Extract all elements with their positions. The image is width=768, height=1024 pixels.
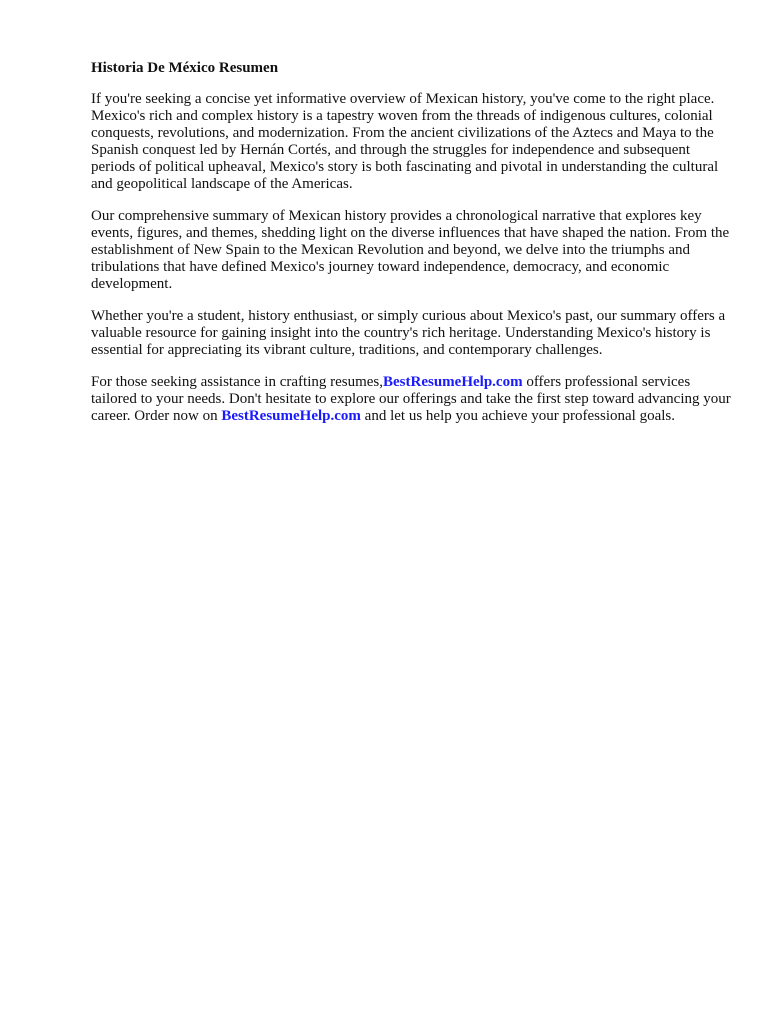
paragraph-promo [91, 374, 731, 425]
bestresumehelp-link-1[interactable]: BestResumeHelp.com [383, 374, 523, 390]
paragraph-intro: If you're seeking a concise yet informative overview of Mexican history, you've come to the right place. Mexico's rich and complex history is a tapestry woven from the threads of indigenous cultures, colonial conquests, revolutions, and modernization. From the ancient civilizations of the Aztecs and Maya to the Spanish conquest led by Hernán Cortés, and through the struggles for independence and subsequent periods of political upheaval, Mexico's story is both fascinating and pivotal in understanding the cultural and geopolitical landscape of the Americas. [91, 91, 719, 192]
promo-text-2: offers professional services tailored to your needs. Don't hesitate to explore our offerings and take the first step toward advancing your career. Order now on [91, 374, 731, 424]
document-page [91, 60, 731, 440]
promo-text-1: For those seeking assistance in crafting resumes, [91, 374, 384, 390]
paragraph-summary: Our comprehensive summary of Mexican history provides a chronological narrative that explores key events, figures, and themes, shedding light on the diverse influences that have shaped the nation. From the establishment of New Spain to the Mexican Revolution and beyond, we delve into the triumphs and tribulations that have defined Mexico's journey toward independence, democracy, and economic development. [91, 208, 730, 292]
promo-text-3: and let us help you achieve your professional goals. [360, 408, 676, 424]
bestresumehelp-link-2[interactable]: BestResumeHelp.com [221, 408, 361, 424]
document-title: Historia De México Resumen [91, 60, 279, 76]
paragraph-audience: Whether you're a student, history enthusiast, or simply curious about Mexico's past, our summary offers a valuable resource for gaining insight into the country's rich heritage. Understanding Mexico's history is essential for appreciating its vibrant culture, traditions, and contemporary challenges. [91, 308, 726, 358]
